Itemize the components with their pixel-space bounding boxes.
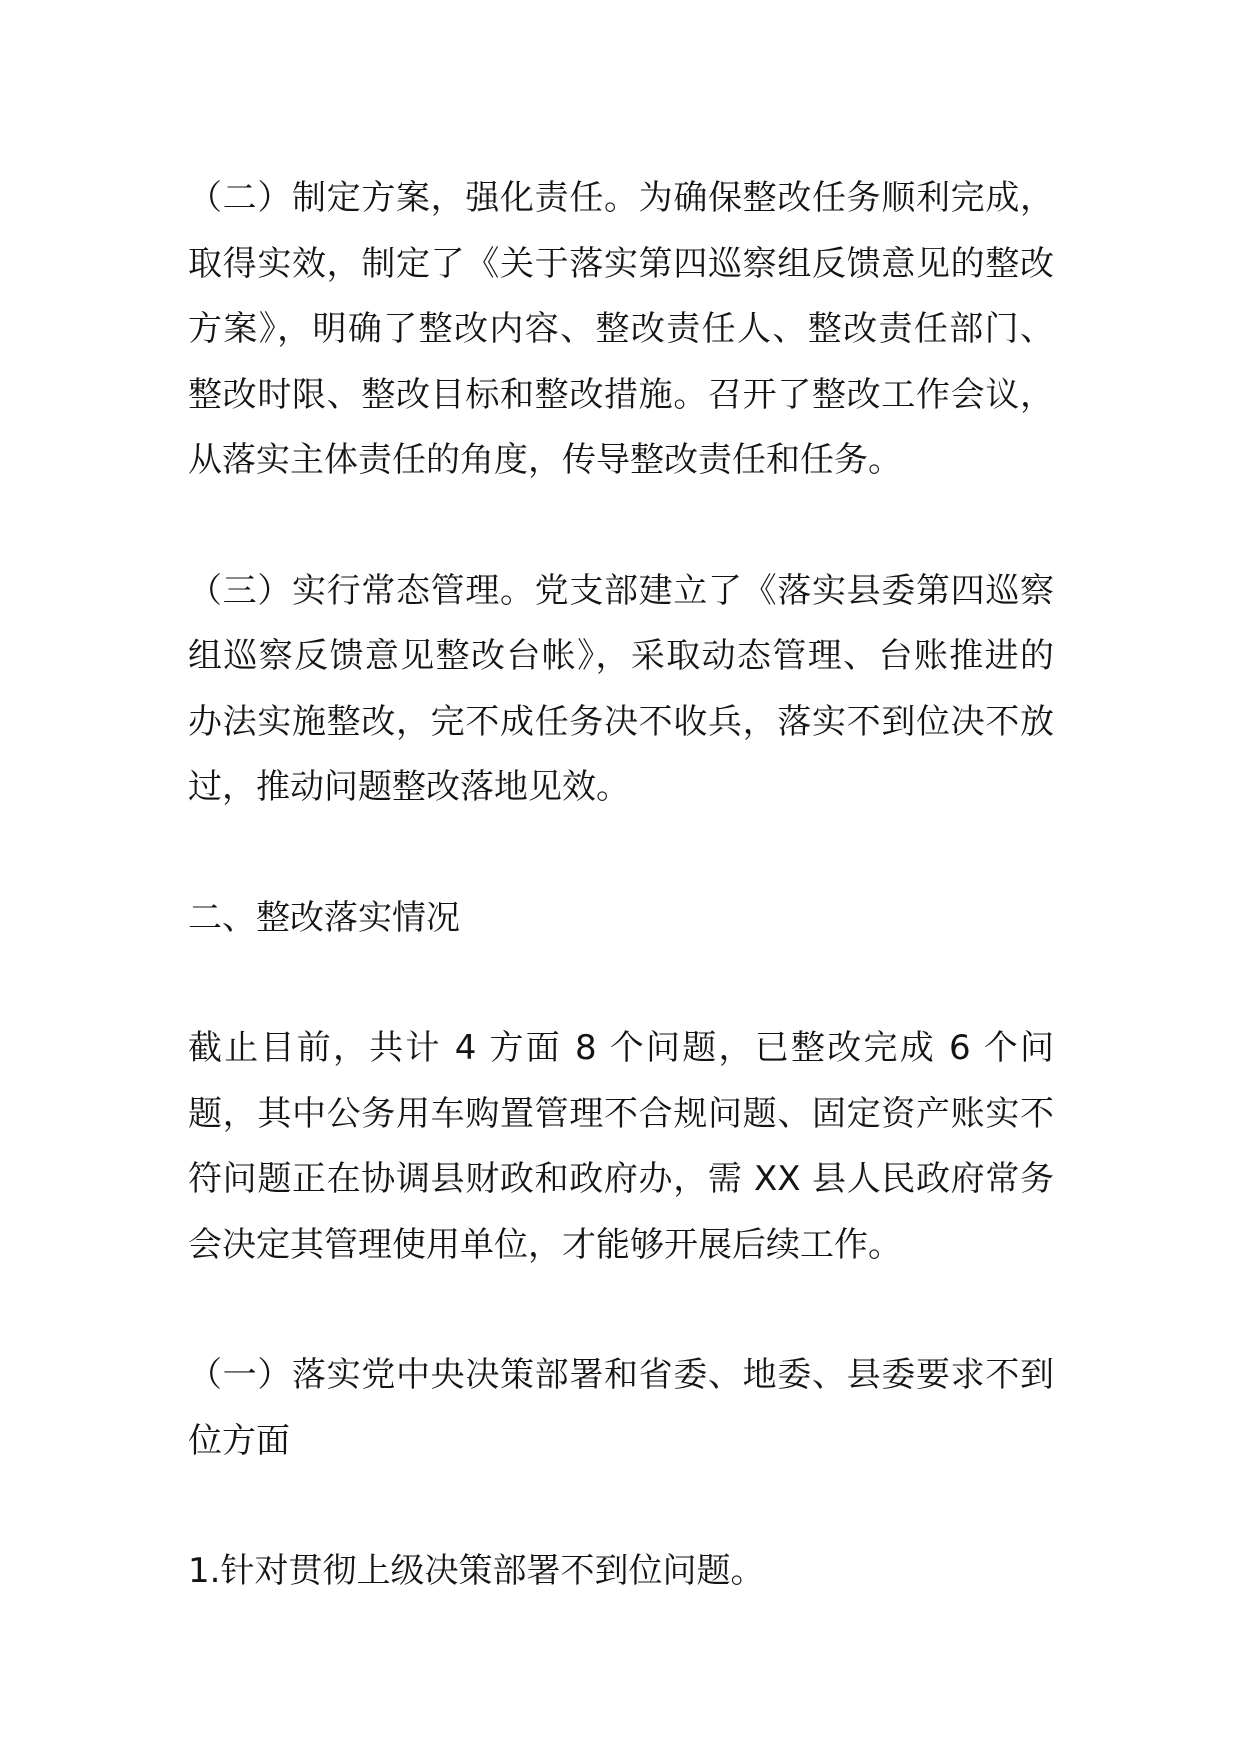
paragraph-section-3-management: （三）实行常态管理。党支部建立了《落实县委第四巡察组巡察反馈意见整改台帐》，采取动态管理、台账推进的办法实施整改，完不成任务决不收兵，落实不到位决不放过，推动问题整改落地见效。: [188, 570, 1054, 807]
heading-rectification-status: 二、整改落实情况: [188, 897, 460, 938]
list-item-1: 1.针对贯彻上级决策部署不到位问题。: [188, 1551, 765, 1591]
heading-subsection-1: （一）落实党中央决策部署和省委、地委、县委要求不到位方面: [188, 1355, 1054, 1461]
paragraph-section-2-plan: （二）制定方案，强化责任。为确保整改任务顺利完成，取得实效，制定了《关于落实第四巡察组反馈意见的整改方案》，明确了整改内容、整改责任人、整改责任部门、整改时限、整改目标和整改措施。召开了整改工作会议，从落实主体责任的角度，传导整改责任和任务。: [188, 178, 1054, 480]
document-body: [188, 166, 1054, 1605]
paragraph-progress-summary: 截止目前，共计 4 方面 8 个问题，已整改完成 6 个问题，其中公务用车购置管理不合规问题、固定资产账实不符问题正在协调县财政和政府办，需 XX 县人民政府常务会决定其管理使用单位，才能够开展后续工作。: [188, 1028, 1054, 1265]
